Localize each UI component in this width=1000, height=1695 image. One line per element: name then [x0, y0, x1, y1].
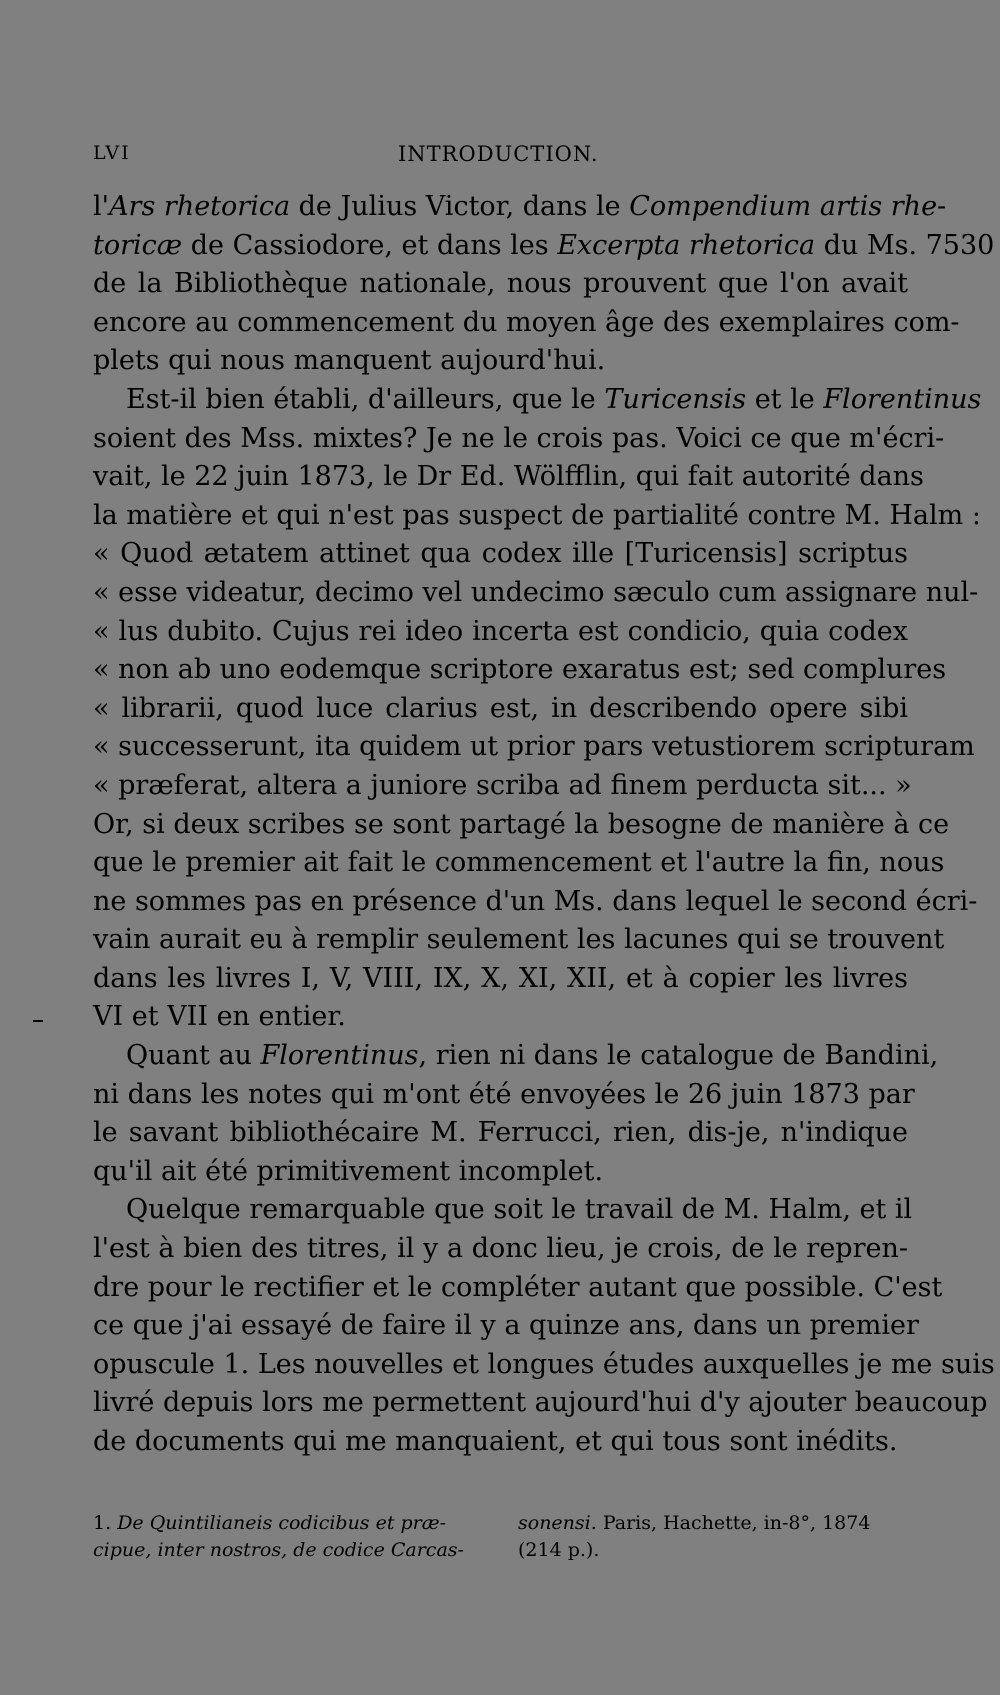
- text-segment: ne sommes pas en présence d'un Ms. dans lequel le second écri-: [93, 885, 978, 917]
- text-segment: le savant bibliothécaire M. Ferrucci, rien, dis-je, n'indique: [93, 1117, 908, 1149]
- text-line: [93, 767, 912, 806]
- margin-mark: [33, 1020, 43, 1022]
- text-segment: Excerpta rhetorica: [557, 229, 816, 261]
- text-line: [93, 1191, 913, 1230]
- text-line: [93, 188, 947, 227]
- text-segment: qu'il ait été primitivement incomplet.: [93, 1155, 604, 1187]
- text-segment: vain aurait eu à remplir seulement les lacunes qui se trouvent: [93, 924, 945, 956]
- text-line: [93, 420, 945, 459]
- text-segment: Or, si deux scribes se sont partagé la besogne de manière à ce: [93, 808, 950, 840]
- text-segment: Ars rhetorica: [109, 191, 291, 222]
- text-line: [93, 998, 908, 1037]
- text-segment: encore au commencement du moyen âge des exemplaires com-: [93, 306, 960, 338]
- text-segment: et le: [746, 383, 824, 415]
- text-segment: « lus dubito. Cujus rei ideo incerta est condicio, quia codex: [93, 615, 908, 647]
- text-line: [93, 381, 982, 420]
- text-line: [93, 342, 908, 381]
- text-line: [93, 535, 908, 574]
- text-line: [93, 1384, 988, 1423]
- text-line: [93, 613, 908, 652]
- text-line: [93, 921, 945, 960]
- text-line: [93, 1346, 995, 1385]
- text-line: [93, 1269, 943, 1308]
- text-segment: toricæ: [93, 229, 183, 261]
- text-segment: « Quod ætatem attinet qua codex ille [Turicensis] scriptus: [93, 538, 908, 570]
- footnote-left-column: [93, 1510, 493, 1564]
- text-segment: l'est à bien des titres, il y a donc lieu, je crois, de le repren-: [93, 1233, 908, 1265]
- text-segment: la matière et qui n'est pas suspect de partialité contre M. Halm :: [93, 499, 981, 531]
- text-line: [93, 728, 975, 767]
- text-segment: « librarii, quod luce clarius est, in describendo opere sibi: [93, 692, 908, 724]
- text-segment: soient des Mss. mixtes? Je ne le crois pas. Voici ce que m'écri-: [93, 422, 945, 454]
- text-line: [93, 844, 945, 883]
- text-segment: dre pour le rectifier et le compléter autant que possible. C'est: [93, 1271, 943, 1303]
- text-line: [93, 227, 995, 266]
- paragraph: [93, 1191, 995, 1461]
- text-line: [93, 1307, 919, 1346]
- text-line: [93, 1230, 908, 1269]
- paragraph: [93, 188, 995, 381]
- paragraph: [93, 1037, 939, 1191]
- footnote-text: Paris, Hachette, in-8°, 1874: [596, 1512, 871, 1534]
- text-segment: dans les livres I, V, VIII, IX, X, XI, XII, et à copier les livres: [93, 962, 908, 994]
- text-segment: , rien ni dans le catalogue de Bandini,: [418, 1040, 939, 1072]
- text-line: [93, 1153, 908, 1192]
- text-segment: de Julius Victor, dans le: [290, 191, 630, 222]
- text-segment: vait, le 22 juin 1873, le Dr Ed. Wölfflin, qui fait autorité dans: [93, 461, 924, 493]
- text-segment: Est-il bien établi, d'ailleurs, que le: [126, 383, 605, 415]
- footnote-number: 1.: [93, 1512, 112, 1534]
- text-segment: livré depuis lors me permettent aujourd'hui d'y ajouter beaucoup: [93, 1387, 988, 1419]
- running-title: INTRODUCTION.: [398, 142, 599, 166]
- text-segment: Quant au: [126, 1040, 261, 1072]
- text-segment: Compendium artis rhe-: [629, 191, 947, 222]
- text-segment: « successerunt, ita quidem ut prior pars vetustiorem scripturam: [93, 731, 975, 763]
- text-segment: de Cassiodore, et dans les: [182, 229, 558, 261]
- text-segment: « præferat, altera a juniore scriba ad finem perducta sit... »: [93, 769, 912, 801]
- text-segment: l': [93, 191, 110, 222]
- text-line: [93, 1114, 908, 1153]
- text-segment: de la Bibliothèque nationale, nous prouvent que l'on avait: [93, 268, 908, 300]
- footnote-line: [93, 1510, 493, 1537]
- body-text: [93, 188, 995, 1462]
- text-segment: Quelque remarquable que soit le travail de M. Halm, et il: [126, 1194, 913, 1226]
- text-segment: plets qui nous manquent aujourd'hui.: [93, 345, 606, 377]
- text-segment: « non ab uno eodemque scriptore exaratus est; sed complures: [93, 654, 947, 686]
- text-line: [93, 574, 979, 613]
- text-line: [93, 651, 947, 690]
- text-segment: VI et VII en entier.: [93, 1001, 346, 1033]
- text-segment: « esse videatur, decimo vel undecimo sæculo cum assignare nul-: [93, 576, 979, 608]
- footnote-text: sonensi.: [518, 1512, 597, 1534]
- text-line: [93, 883, 978, 922]
- paragraph: [93, 381, 982, 1037]
- text-line: [93, 960, 908, 999]
- text-segment: que le premier ait fait le commencement et l'autre la fin, nous: [93, 847, 945, 879]
- text-segment: opuscule 1. Les nouvelles et longues études auxquelles je me suis: [93, 1348, 995, 1380]
- text-segment: ce que j'ai essayé de faire il y a quinze ans, dans un premier: [93, 1310, 919, 1342]
- footnote-text: cipue, inter nostros, de codice Carcas-: [93, 1539, 464, 1561]
- page-header: [93, 142, 905, 172]
- footnote-text: (214 p.).: [518, 1539, 600, 1561]
- text-line: [93, 806, 950, 845]
- text-line: [93, 1037, 939, 1076]
- text-line: [93, 265, 908, 304]
- text-segment: Turicensis: [604, 383, 747, 415]
- text-line: [93, 497, 981, 536]
- text-segment: Florentinus: [260, 1040, 419, 1072]
- footnote-line: [518, 1510, 913, 1537]
- text-line: [93, 458, 924, 497]
- text-line: [93, 1423, 908, 1462]
- text-line: [93, 304, 960, 343]
- text-segment: de documents qui me manquaient, et qui tous sont inédits.: [93, 1426, 898, 1457]
- text-segment: du Ms. 7530: [815, 229, 995, 261]
- text-line: [93, 690, 908, 729]
- page-number: LVI: [93, 142, 131, 164]
- text-segment: ni dans les notes qui m'ont été envoyées le 26 juin 1873 par: [93, 1078, 915, 1110]
- footnote-right-column: [518, 1510, 913, 1564]
- text-segment: Florentinus: [823, 383, 982, 415]
- text-line: [93, 1076, 915, 1115]
- footnote-text: De Quintilianeis codicibus et præ-: [117, 1512, 447, 1534]
